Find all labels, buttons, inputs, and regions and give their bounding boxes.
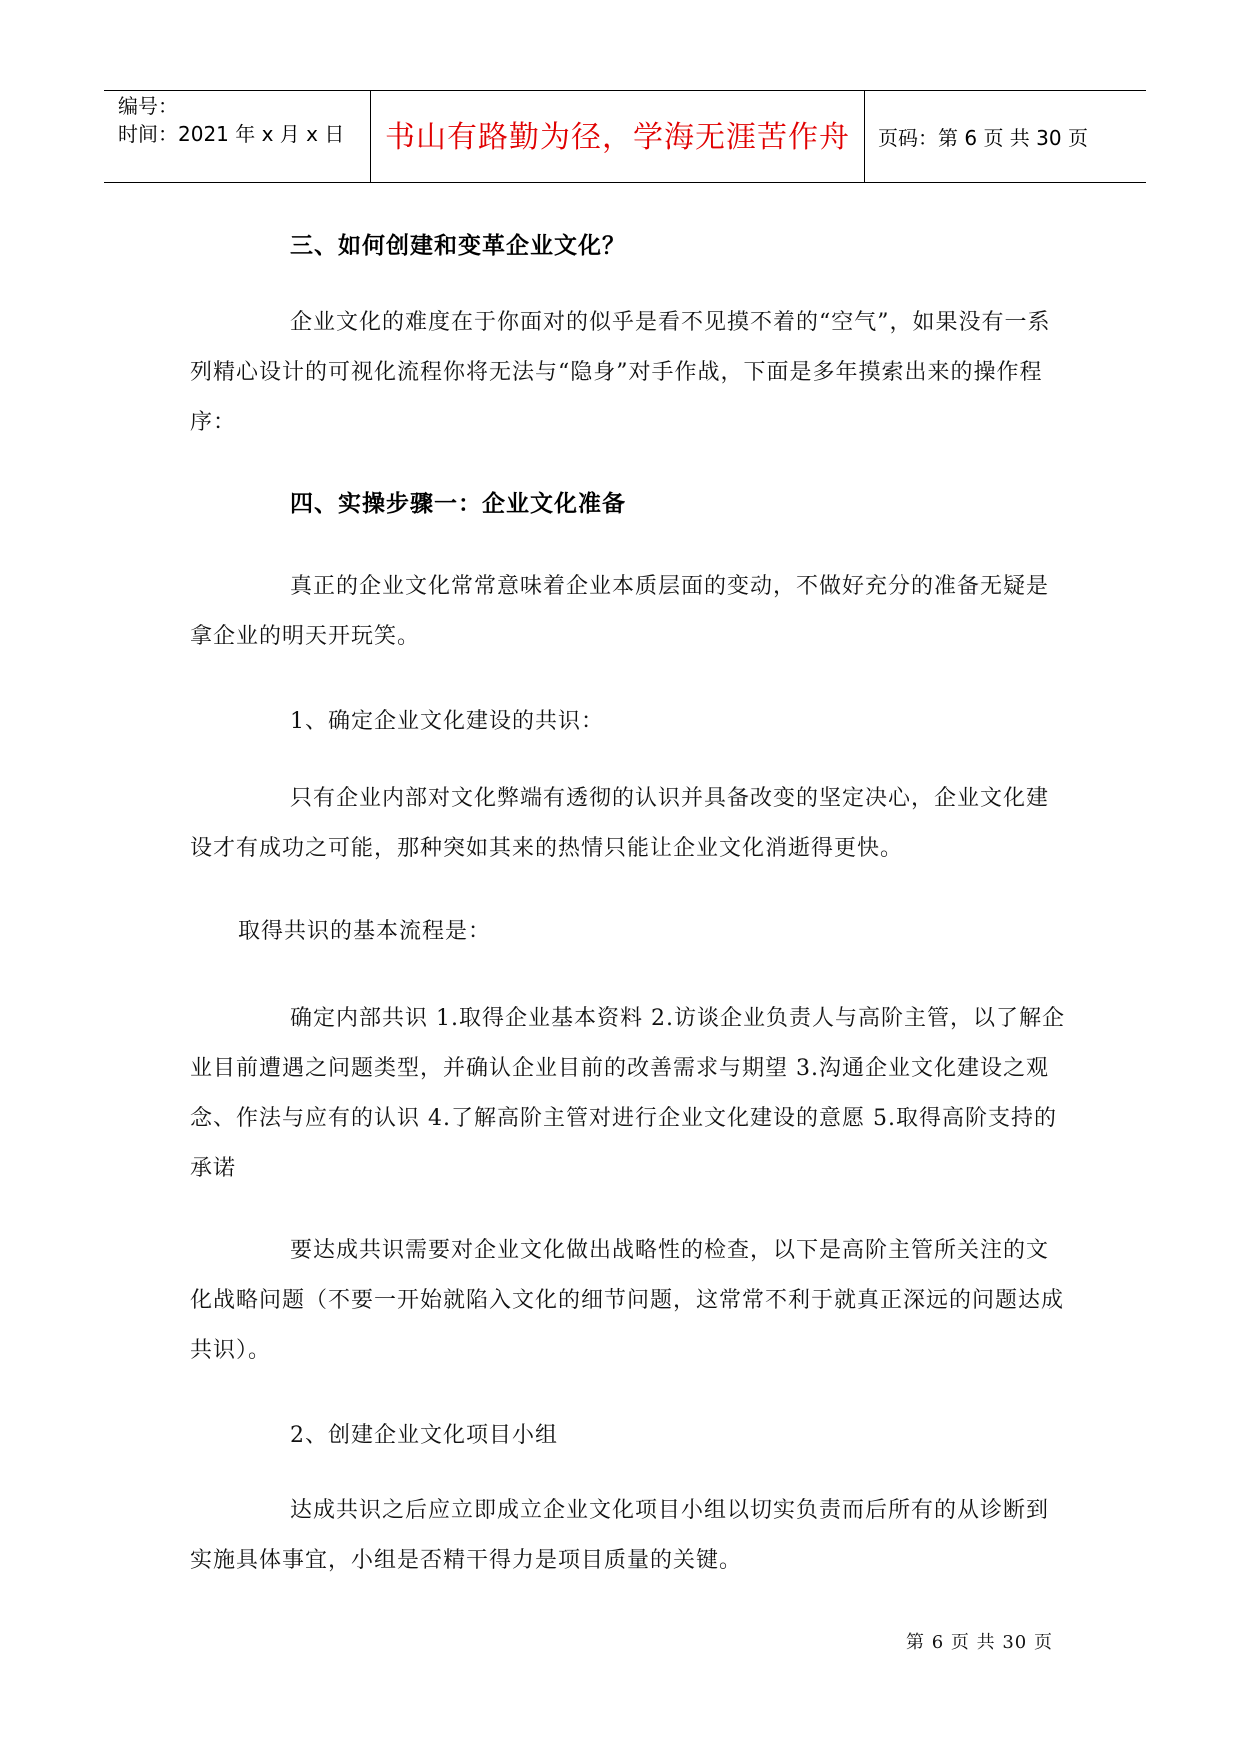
header-motto: 书山有路勤为径，学海无涯苦作舟	[385, 120, 850, 155]
header-divider-right	[864, 90, 865, 183]
paragraph-project-team-detail: 达成共识之后应立即成立企业文化项目小组以切实负责而后所有的从诊断到实施具体事宜，小组是否精干得力是项目质量的关键。	[190, 1498, 1050, 1573]
document-time-label: 时间：2021 年 x 月 x 日	[118, 122, 345, 146]
paragraph-culture-difficulty: 企业文化的难度在于你面对的似乎是看不见摸不着的“空气”，如果没有一系列精心设计的可视化流程你将无法与“隐身”对手作战，下面是多年摸索出来的操作程序：	[190, 310, 1051, 435]
document-number-label: 编号：	[118, 94, 178, 118]
section-heading-three: 三、如何创建和变革企业文化？	[290, 233, 626, 259]
paragraph-process-intro: 取得共识的基本流程是：	[238, 919, 492, 944]
paragraph-strategic-check: 要达成共识需要对企业文化做出战略性的检查，以下是高阶主管所关注的文化战略问题（不要一开始就陷入文化的细节问题，这常常不利于就真正深远的问题达成共识）。	[190, 1238, 1065, 1363]
section-heading-four: 四、实操步骤一：企业文化准备	[290, 491, 626, 517]
header-bottom-rule	[104, 182, 1146, 183]
header-meta	[118, 92, 344, 148]
footer-page-number: 第 6 页 共 30 页	[906, 1632, 1053, 1653]
paragraph-preparation: 真正的企业文化常常意味着企业本质层面的变动，不做好充分的准备无疑是拿企业的明天开玩笑。	[190, 574, 1050, 649]
paragraph-consensus-detail: 只有企业内部对文化弊端有透彻的认识并具备改变的坚定决心，企业文化建设才有成功之可能，那种突如其来的热情只能让企业文化消逝得更快。	[190, 786, 1050, 861]
header-top-rule	[104, 90, 1146, 91]
list-item-consensus: 1、确定企业文化建设的共识：	[290, 709, 604, 734]
header-page-indicator: 页码：第 6 页 共 30 页	[878, 126, 1088, 150]
list-item-project-team: 2、创建企业文化项目小组	[290, 1423, 558, 1448]
paragraph-process-steps: 确定内部共识 1.取得企业基本资料 2.访谈企业负责人与高阶主管，以了解企业目前遭遇之问题类型，并确认企业目前的改善需求与期望 3.沟通企业文化建设之观念、作法与应有的认识 4.了解高阶主管对进行企业文化建设的意愿 5.取得高阶支持的承诺	[190, 1006, 1065, 1181]
